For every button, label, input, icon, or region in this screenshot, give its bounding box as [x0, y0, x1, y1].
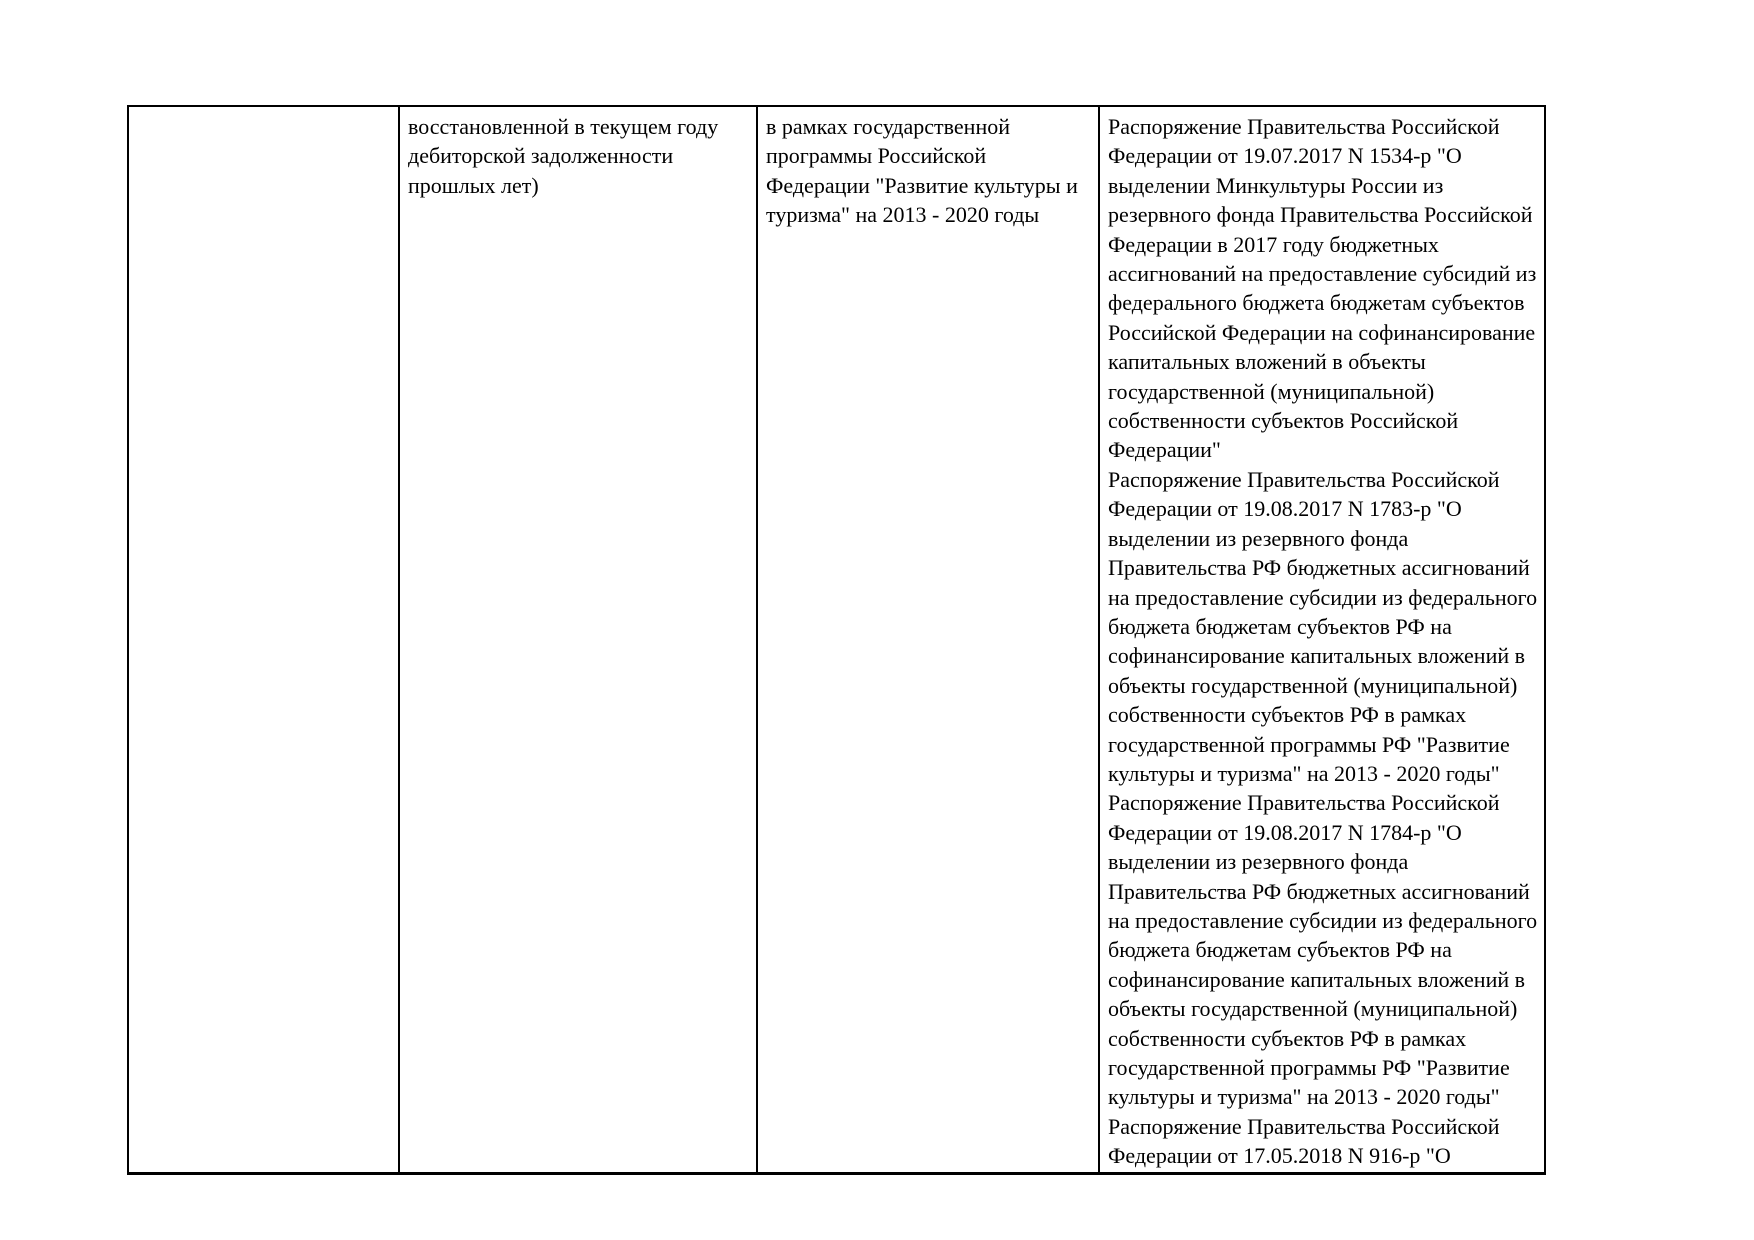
table-cell-empty [129, 107, 398, 1172]
table-cell-legal-basis [1098, 107, 1544, 1172]
legal-reference-paragraph-3: Распоряжение Правительства Российской Федерации от 19.08.2017 N 1784-р "О выделении из резервного фонда Правительства РФ бюджетных ассигнований на предоставление субсидии из федерального бюджета бюджетам субъектов РФ на софинансирование капитальных вложений в объекты государственной (муниципальной) собственности субъектов РФ в рамках государственной программы РФ "Развитие культуры и туризма" на 2013 - 2020 годы" [1108, 790, 1538, 1110]
indicator-text: восстановленной в текущем году дебиторской задолженности прошлых лет) [408, 114, 719, 198]
legal-reference-paragraph-2: Распоряжение Правительства Российской Федерации от 19.08.2017 N 1783-р "О выделении из резервного фонда Правительства РФ бюджетных ассигнований на предоставление субсидии из федерального бюджета бюджетам субъектов РФ на софинансирование капитальных вложений в объекты государственной (муниципальной) собственности субъектов РФ в рамках государственной программы РФ "Развитие культуры и туризма" на 2013 - 2020 годы" [1108, 466, 1538, 786]
table-cell-indicator [398, 107, 756, 1172]
program-text: в рамках государственной программы Российской Федерации "Развитие культуры и туризма" на 2013 - 2020 годы [766, 114, 1078, 228]
appropriations-table [127, 105, 1546, 1175]
table-cell-program [756, 107, 1098, 1172]
legal-reference-paragraph-4: Распоряжение Правительства Российской Федерации от 17.05.2018 N 916-р "О [1108, 1113, 1500, 1169]
legal-reference-paragraph-1: Распоряжение Правительства Российской Федерации от 19.07.2017 N 1534-р "О выделении Минкультуры России из резервного фонда Правительства Российской Федерации в 2017 году бюджетных ассигнований на предоставление субсидий из федерального бюджета бюджетам субъектов Российской Федерации на софинансирование капитальных вложений в объекты государственной (муниципальной) собственности субъектов Российской Федерации" [1108, 114, 1537, 463]
